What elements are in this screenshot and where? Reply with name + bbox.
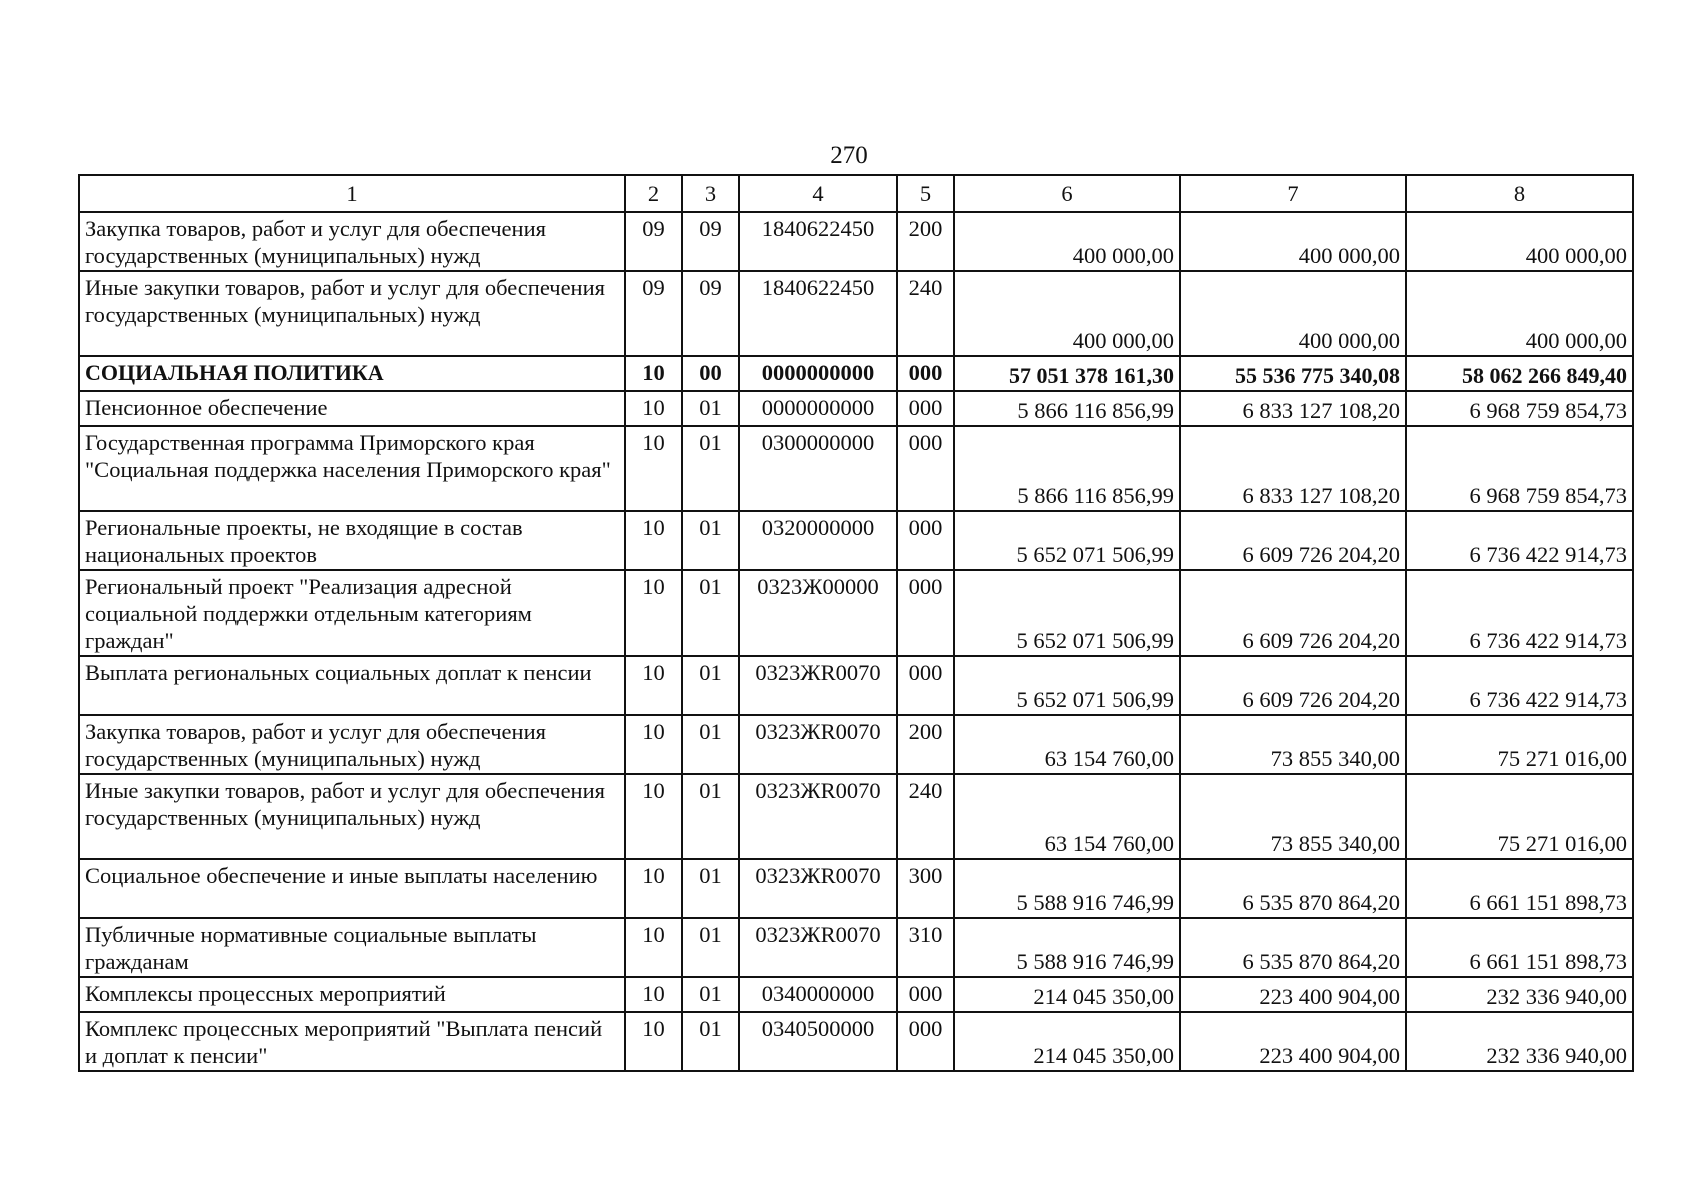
row-subsection-code: 01 <box>682 511 739 570</box>
row-section-code: 10 <box>625 511 682 570</box>
row-subsection-code: 01 <box>682 570 739 656</box>
row-target-item-code: 0323ЖR0070 <box>739 859 897 918</box>
row-expense-type-code: 000 <box>897 426 954 511</box>
row-subsection-code: 00 <box>682 356 739 391</box>
row-name: Закупка товаров, работ и услуг для обеспечения государственных (муниципальных) нужд <box>79 715 625 774</box>
row-target-item-code: 1840622450 <box>739 212 897 271</box>
row-amount-col8: 6 736 422 914,73 <box>1406 656 1633 715</box>
row-name: Социальное обеспечение и иные выплаты населению <box>79 859 625 918</box>
row-subsection-code: 01 <box>682 1012 739 1071</box>
header-cell-4: 4 <box>739 175 897 212</box>
row-name: Пенсионное обеспечение <box>79 391 625 426</box>
row-section-code: 10 <box>625 977 682 1012</box>
row-amount-col8: 400 000,00 <box>1406 271 1633 356</box>
row-amount-col7: 400 000,00 <box>1180 212 1406 271</box>
row-name: СОЦИАЛЬНАЯ ПОЛИТИКА <box>79 356 625 391</box>
row-name: Закупка товаров, работ и услуг для обеспечения государственных (муниципальных) нужд <box>79 212 625 271</box>
row-amount-col6: 400 000,00 <box>954 212 1180 271</box>
table-row <box>79 859 1633 918</box>
table-row <box>79 918 1633 977</box>
row-amount-col6: 5 866 116 856,99 <box>954 391 1180 426</box>
row-target-item-code: 0323ЖR0070 <box>739 918 897 977</box>
row-amount-col6: 57 051 378 161,30 <box>954 356 1180 391</box>
row-section-code: 10 <box>625 1012 682 1071</box>
row-expense-type-code: 000 <box>897 356 954 391</box>
row-amount-col6: 400 000,00 <box>954 271 1180 356</box>
row-expense-type-code: 000 <box>897 570 954 656</box>
row-expense-type-code: 000 <box>897 391 954 426</box>
row-amount-col6: 5 588 916 746,99 <box>954 859 1180 918</box>
row-amount-col8: 75 271 016,00 <box>1406 715 1633 774</box>
row-amount-col7: 6 609 726 204,20 <box>1180 511 1406 570</box>
table-row <box>79 715 1633 774</box>
table-row <box>79 977 1633 1012</box>
row-section-code: 10 <box>625 570 682 656</box>
header-cell-3: 3 <box>682 175 739 212</box>
row-expense-type-code: 240 <box>897 271 954 356</box>
row-name: Региональный проект "Реализация адресной социальной поддержки отдельным категориям граждан" <box>79 570 625 656</box>
row-expense-type-code: 240 <box>897 774 954 859</box>
row-target-item-code: 1840622450 <box>739 271 897 356</box>
row-section-code: 10 <box>625 426 682 511</box>
row-amount-col8: 6 968 759 854,73 <box>1406 426 1633 511</box>
row-target-item-code: 0320000000 <box>739 511 897 570</box>
row-section-code: 10 <box>625 715 682 774</box>
header-cell-2: 2 <box>625 175 682 212</box>
budget-table <box>78 174 1634 1072</box>
row-section-code: 09 <box>625 271 682 356</box>
row-subsection-code: 01 <box>682 426 739 511</box>
row-target-item-code: 0323ЖR0070 <box>739 774 897 859</box>
row-section-code: 10 <box>625 391 682 426</box>
row-expense-type-code: 200 <box>897 212 954 271</box>
row-target-item-code: 0000000000 <box>739 356 897 391</box>
row-name: Публичные нормативные социальные выплаты гражданам <box>79 918 625 977</box>
row-subsection-code: 01 <box>682 977 739 1012</box>
row-amount-col7: 55 536 775 340,08 <box>1180 356 1406 391</box>
table-header-row <box>79 175 1633 212</box>
row-amount-col8: 6 661 151 898,73 <box>1406 918 1633 977</box>
table-row <box>79 356 1633 391</box>
row-amount-col7: 6 609 726 204,20 <box>1180 656 1406 715</box>
row-amount-col6: 5 652 071 506,99 <box>954 656 1180 715</box>
row-amount-col8: 6 968 759 854,73 <box>1406 391 1633 426</box>
header-cell-5: 5 <box>897 175 954 212</box>
row-amount-col7: 400 000,00 <box>1180 271 1406 356</box>
table-row <box>79 271 1633 356</box>
row-target-item-code: 0340000000 <box>739 977 897 1012</box>
table-row <box>79 774 1633 859</box>
row-amount-col7: 6 609 726 204,20 <box>1180 570 1406 656</box>
row-amount-col7: 6 833 127 108,20 <box>1180 426 1406 511</box>
row-amount-col8: 232 336 940,00 <box>1406 1012 1633 1071</box>
row-amount-col6: 5 588 916 746,99 <box>954 918 1180 977</box>
row-subsection-code: 01 <box>682 656 739 715</box>
row-target-item-code: 0340500000 <box>739 1012 897 1071</box>
row-amount-col7: 6 535 870 864,20 <box>1180 918 1406 977</box>
table-row <box>79 511 1633 570</box>
row-expense-type-code: 000 <box>897 656 954 715</box>
row-target-item-code: 0323ЖR0070 <box>739 715 897 774</box>
row-name: Иные закупки товаров, работ и услуг для обеспечения государственных (муниципальных) нужд <box>79 774 625 859</box>
row-expense-type-code: 300 <box>897 859 954 918</box>
row-name: Комплексы процессных мероприятий <box>79 977 625 1012</box>
row-subsection-code: 01 <box>682 774 739 859</box>
row-amount-col8: 75 271 016,00 <box>1406 774 1633 859</box>
row-section-code: 10 <box>625 859 682 918</box>
row-amount-col7: 73 855 340,00 <box>1180 715 1406 774</box>
row-section-code: 09 <box>625 212 682 271</box>
row-name: Иные закупки товаров, работ и услуг для обеспечения государственных (муниципальных) нужд <box>79 271 625 356</box>
row-amount-col7: 6 535 870 864,20 <box>1180 859 1406 918</box>
row-subsection-code: 01 <box>682 859 739 918</box>
table-row <box>79 391 1633 426</box>
row-subsection-code: 01 <box>682 391 739 426</box>
row-amount-col8: 6 736 422 914,73 <box>1406 511 1633 570</box>
row-subsection-code: 01 <box>682 918 739 977</box>
row-name: Выплата региональных социальных доплат к пенсии <box>79 656 625 715</box>
row-amount-col6: 5 866 116 856,99 <box>954 426 1180 511</box>
row-amount-col6: 5 652 071 506,99 <box>954 511 1180 570</box>
row-section-code: 10 <box>625 356 682 391</box>
row-amount-col8: 400 000,00 <box>1406 212 1633 271</box>
header-cell-6: 6 <box>954 175 1180 212</box>
row-amount-col7: 223 400 904,00 <box>1180 977 1406 1012</box>
row-subsection-code: 09 <box>682 271 739 356</box>
row-amount-col6: 5 652 071 506,99 <box>954 570 1180 656</box>
row-subsection-code: 09 <box>682 212 739 271</box>
row-amount-col8: 6 736 422 914,73 <box>1406 570 1633 656</box>
row-target-item-code: 0300000000 <box>739 426 897 511</box>
page-number: 270 <box>830 142 868 169</box>
row-amount-col6: 214 045 350,00 <box>954 977 1180 1012</box>
table-row <box>79 1012 1633 1071</box>
row-amount-col7: 6 833 127 108,20 <box>1180 391 1406 426</box>
row-amount-col8: 232 336 940,00 <box>1406 977 1633 1012</box>
row-expense-type-code: 200 <box>897 715 954 774</box>
row-amount-col8: 6 661 151 898,73 <box>1406 859 1633 918</box>
row-amount-col6: 63 154 760,00 <box>954 774 1180 859</box>
row-amount-col7: 223 400 904,00 <box>1180 1012 1406 1071</box>
row-subsection-code: 01 <box>682 715 739 774</box>
table-body <box>79 212 1633 1071</box>
header-cell-7: 7 <box>1180 175 1406 212</box>
row-expense-type-code: 000 <box>897 1012 954 1071</box>
row-name: Комплекс процессных мероприятий "Выплата пенсий и доплат к пенсии" <box>79 1012 625 1071</box>
header-cell-8: 8 <box>1406 175 1633 212</box>
header-cell-1: 1 <box>79 175 625 212</box>
row-name: Региональные проекты, не входящие в состав национальных проектов <box>79 511 625 570</box>
row-expense-type-code: 000 <box>897 977 954 1012</box>
row-target-item-code: 0000000000 <box>739 391 897 426</box>
row-amount-col8: 58 062 266 849,40 <box>1406 356 1633 391</box>
row-section-code: 10 <box>625 774 682 859</box>
row-amount-col6: 63 154 760,00 <box>954 715 1180 774</box>
row-section-code: 10 <box>625 918 682 977</box>
row-section-code: 10 <box>625 656 682 715</box>
row-expense-type-code: 000 <box>897 511 954 570</box>
table-row <box>79 426 1633 511</box>
row-name: Государственная программа Приморского края "Социальная поддержка населения Приморского края" <box>79 426 625 511</box>
row-expense-type-code: 310 <box>897 918 954 977</box>
table-row <box>79 656 1633 715</box>
table-row <box>79 212 1633 271</box>
row-amount-col7: 73 855 340,00 <box>1180 774 1406 859</box>
row-target-item-code: 0323Ж00000 <box>739 570 897 656</box>
row-target-item-code: 0323ЖR0070 <box>739 656 897 715</box>
table-row <box>79 570 1633 656</box>
row-amount-col6: 214 045 350,00 <box>954 1012 1180 1071</box>
